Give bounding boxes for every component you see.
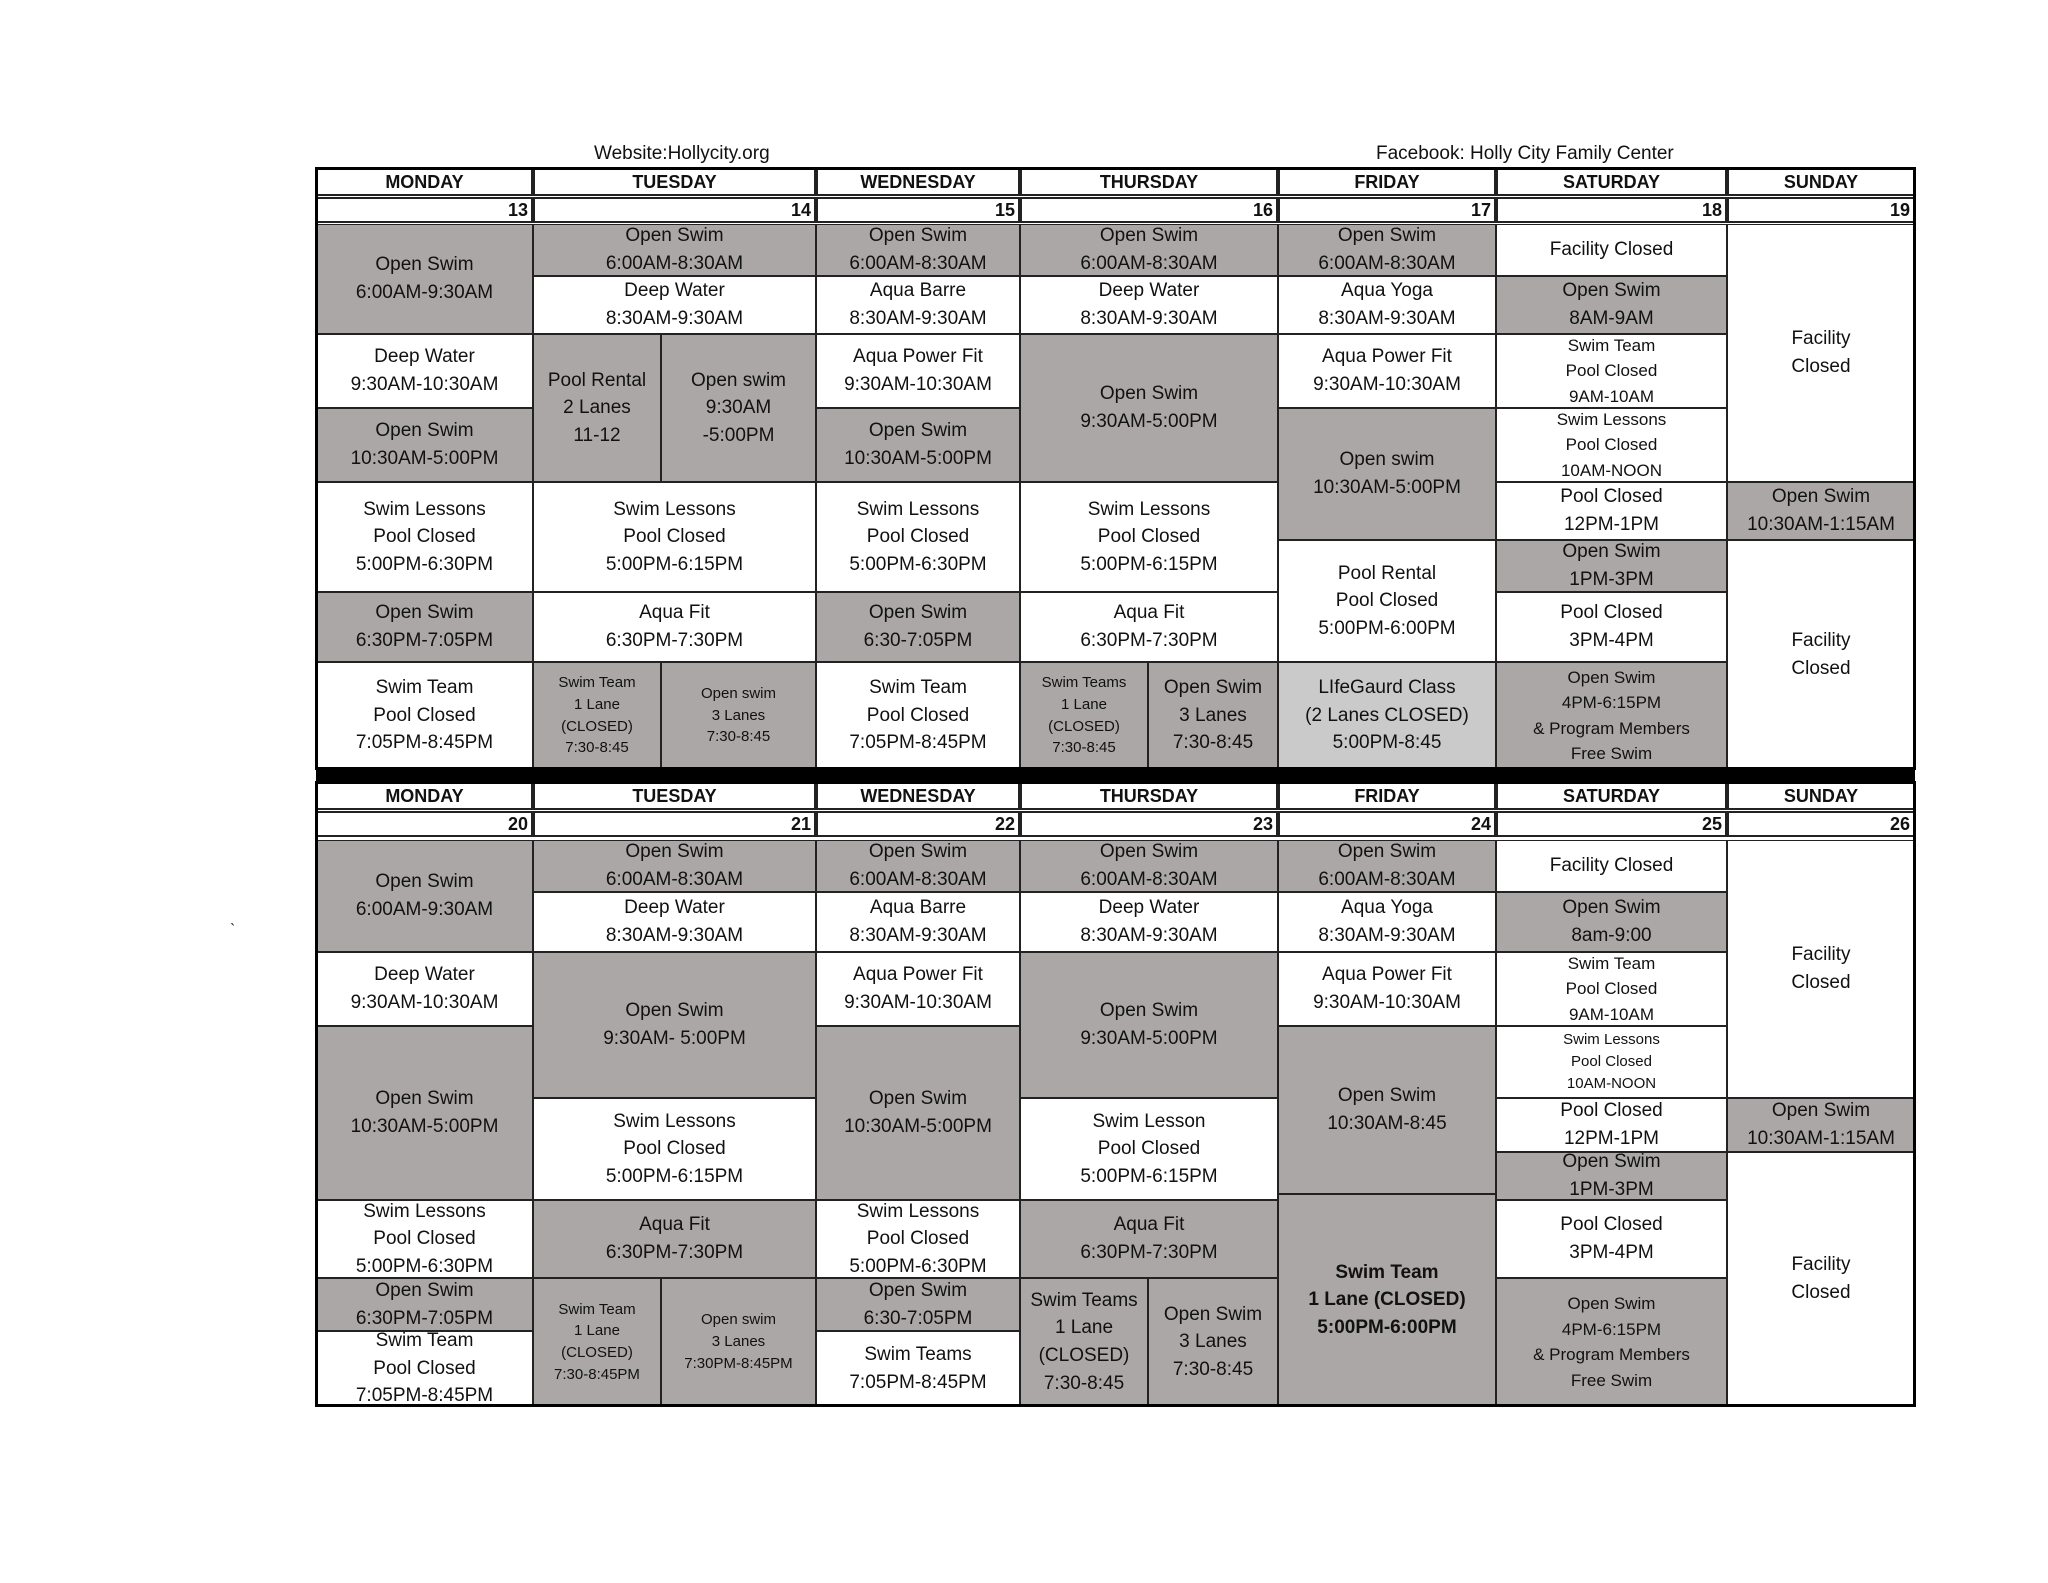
week2-event-1-text: Open Swim 6:00AM-9:30AM	[355, 871, 494, 920]
week1-event-11	[533, 482, 816, 592]
week2-event-26	[1020, 1278, 1148, 1406]
week1-event-43	[1727, 224, 1915, 482]
week2-event-23	[1020, 952, 1278, 1098]
week1-event-18-text: Open Swim 10:30AM-5:00PM	[844, 420, 992, 469]
day-header-friday	[1278, 168, 1496, 196]
week1-event-13	[533, 662, 661, 769]
day-header-saturday-text: SATURDAY	[1562, 171, 1660, 192]
day-header-friday	[1278, 782, 1496, 810]
date-14-text: 14	[790, 199, 811, 220]
week2-event-43-text: Facility Closed	[1791, 1254, 1851, 1303]
week1-event-2-text: Deep Water 9:30AM-10:30AM	[350, 346, 499, 395]
week2-event-7	[533, 840, 816, 892]
date-16-text: 16	[1252, 199, 1273, 220]
day-header-monday-text: MONDAY	[385, 785, 464, 806]
week2-event-21	[1020, 840, 1278, 892]
week2-event-3-text: Open Swim 10:30AM-5:00PM	[350, 1088, 499, 1137]
date-23	[1020, 811, 1278, 837]
week2-event-6-text: Swim Team Pool Closed 7:05PM-8:45PM	[355, 1331, 494, 1406]
week1-event-27	[1020, 662, 1148, 769]
week1-event-26-text: Aqua Fit 6:30PM-7:30PM	[1080, 602, 1218, 651]
day-header-sunday-text: SUNDAY	[1783, 785, 1859, 806]
week2-event-5	[316, 1278, 533, 1331]
date-21-text: 21	[790, 813, 811, 834]
week2-event-42	[1727, 1098, 1915, 1152]
week2-event-39	[1496, 1200, 1727, 1278]
week1-event-19	[816, 482, 1020, 592]
week1-event-26	[1020, 592, 1278, 662]
day-header-tuesday	[533, 782, 816, 810]
week1-event-4-text: Swim Lessons Pool Closed 5:00PM-6:30PM	[355, 498, 494, 575]
week1-event-34-text: LIfeGaurd Class (2 Lanes CLOSED) 5:00PM-8:45	[1305, 677, 1469, 754]
week1-event-13-text: Swim Team 1 Lane (CLOSED) 7:30-8:45	[558, 674, 636, 757]
week1-event-31	[1278, 334, 1496, 408]
week2-event-23-text: Open Swim 9:30AM-5:00PM	[1080, 1000, 1218, 1049]
week1-event-14	[661, 662, 816, 769]
week2-event-4	[316, 1200, 533, 1278]
week2-event-19-text: Open Swim 6:30-7:05PM	[863, 1279, 973, 1329]
week1-event-17	[816, 334, 1020, 408]
week1-event-45	[1727, 540, 1915, 769]
week1-event-25-text: Swim Lessons Pool Closed 5:00PM-6:15PM	[1080, 498, 1218, 575]
week1-event-8	[533, 276, 816, 334]
week1-event-1-text: Open Swim 6:00AM-9:30AM	[355, 254, 494, 303]
day-header-wednesday-text: WEDNESDAY	[860, 785, 976, 806]
day-header-tuesday	[533, 168, 816, 196]
week1-event-6-text: Swim Team Pool Closed 7:05PM-8:45PM	[355, 677, 494, 754]
week2-event-2	[316, 952, 533, 1026]
week1-event-3-text: Open Swim 10:30AM-5:00PM	[350, 420, 499, 469]
date-17-text: 17	[1470, 199, 1491, 220]
week2-event-4-text: Swim Lessons Pool Closed 5:00PM-6:30PM	[355, 1200, 494, 1277]
week2-event-17-text: Open Swim 10:30AM-5:00PM	[844, 1088, 992, 1137]
date-22-text: 22	[994, 813, 1015, 834]
week2-event-43	[1727, 1152, 1915, 1406]
day-header-wednesday	[816, 782, 1020, 810]
week1-event-9	[533, 334, 661, 482]
week1-event-28	[1148, 662, 1278, 769]
week2-event-15	[816, 892, 1020, 952]
week1-event-38	[1496, 408, 1727, 482]
week1-event-33	[1278, 540, 1496, 662]
week1-event-40-text: Open Swim 1PM-3PM	[1562, 541, 1661, 590]
day-header-monday	[316, 168, 533, 196]
day-header-thursday	[1020, 782, 1278, 810]
week1-event-39-text: Pool Closed 12PM-1PM	[1560, 486, 1663, 535]
week2-event-9	[533, 952, 816, 1098]
day-header-sunday	[1727, 168, 1915, 196]
week1-event-5-text: Open Swim 6:30PM-7:05PM	[355, 602, 494, 651]
week1-event-30-text: Aqua Yoga 8:30AM-9:30AM	[1318, 280, 1456, 329]
week2-event-33-text: Facility Closed	[1549, 855, 1674, 877]
week1-event-11-text: Swim Lessons Pool Closed 5:00PM-6:15PM	[605, 498, 744, 575]
date-19-text: 19	[1889, 199, 1910, 220]
week2-event-34	[1496, 892, 1727, 952]
week1-event-8-text: Deep Water 8:30AM-9:30AM	[605, 280, 744, 329]
stray-mark: `	[230, 922, 236, 939]
week1-event-35-text: Facility Closed	[1549, 239, 1674, 261]
week2-event-12	[533, 1278, 661, 1406]
week1-event-14-text: Open swim 3 Lanes 7:30-8:45	[700, 684, 777, 746]
week1-event-21-text: Swim Team Pool Closed 7:05PM-8:45PM	[849, 677, 987, 754]
week1-event-25	[1020, 482, 1278, 592]
week1-event-24	[1020, 334, 1278, 482]
date-24	[1278, 811, 1496, 837]
day-header-friday-text: FRIDAY	[1354, 171, 1420, 192]
week2-event-21-text: Open Swim 6:00AM-8:30AM	[1080, 841, 1218, 890]
date-20	[316, 811, 533, 837]
week1-event-23	[1020, 276, 1278, 334]
week1-event-24-text: Open Swim 9:30AM-5:00PM	[1080, 383, 1218, 432]
date-26-text: 26	[1889, 813, 1910, 834]
week2-event-31-text: Open Swim 10:30AM-8:45	[1327, 1085, 1447, 1134]
week1-event-33-text: Pool Rental Pool Closed 5:00PM-6:00PM	[1318, 562, 1456, 639]
week2-event-22	[1020, 892, 1278, 952]
day-header-monday-text: MONDAY	[385, 171, 464, 192]
date-14	[533, 197, 816, 223]
week1-event-19-text: Swim Lessons Pool Closed 5:00PM-6:30PM	[849, 498, 987, 575]
week2-event-32-text: Swim Team 1 Lane (CLOSED) 5:00PM-6:00PM	[1308, 1261, 1466, 1338]
week2-event-8-text: Deep Water 8:30AM-9:30AM	[605, 897, 744, 946]
week1-event-36	[1496, 276, 1727, 334]
week-separator	[316, 769, 1915, 782]
week1-event-5	[316, 592, 533, 662]
day-header-saturday	[1496, 168, 1727, 196]
week2-event-1	[316, 840, 533, 952]
week1-event-23-text: Deep Water 8:30AM-9:30AM	[1080, 280, 1218, 329]
week1-event-7	[533, 224, 816, 276]
week1-event-10	[661, 334, 816, 482]
week1-event-35	[1496, 224, 1727, 276]
week2-event-11	[533, 1200, 816, 1278]
week2-event-6	[316, 1331, 533, 1406]
week2-event-31	[1278, 1026, 1496, 1194]
day-header-monday	[316, 782, 533, 810]
week1-event-4	[316, 482, 533, 592]
week2-event-10-text: Swim Lessons Pool Closed 5:00PM-6:15PM	[605, 1110, 744, 1187]
week2-event-35	[1496, 952, 1727, 1026]
week2-event-25-text: Aqua Fit 6:30PM-7:30PM	[1080, 1214, 1218, 1263]
week1-event-44-text: Open Swim 10:30AM-1:15AM	[1747, 486, 1895, 535]
day-header-thursday-text: THURSDAY	[1099, 171, 1199, 192]
week2-event-37	[1496, 1098, 1727, 1152]
week2-event-27	[1148, 1278, 1278, 1406]
week1-event-9-text: Pool Rental 2 Lanes 11-12	[547, 369, 647, 446]
date-22	[816, 811, 1020, 837]
facebook-text: Facebook: Holly City Family Center	[1376, 143, 1674, 164]
date-15-text: 15	[994, 199, 1015, 220]
week2-event-25	[1020, 1200, 1278, 1278]
week2-event-29-text: Aqua Yoga 8:30AM-9:30AM	[1318, 897, 1456, 946]
week2-event-14-text: Open Swim 6:00AM-8:30AM	[849, 841, 987, 890]
week1-event-28-text: Open Swim 3 Lanes 7:30-8:45	[1163, 677, 1263, 754]
day-header-wednesday	[816, 168, 1020, 196]
week2-event-9-text: Open Swim 9:30AM- 5:00PM	[603, 1000, 746, 1049]
date-13	[316, 197, 533, 223]
week2-event-10	[533, 1098, 816, 1200]
day-header-tuesday-text: TUESDAY	[632, 785, 717, 806]
week2-event-13	[661, 1278, 816, 1406]
week2-event-14	[816, 840, 1020, 892]
week1-event-18	[816, 408, 1020, 482]
week1-event-29-text: Open Swim 6:00AM-8:30AM	[1318, 225, 1456, 274]
week2-event-18	[816, 1200, 1020, 1278]
week2-event-32	[1278, 1194, 1496, 1406]
date-13-text: 13	[507, 199, 528, 220]
week2-event-39-text: Pool Closed 3PM-4PM	[1560, 1214, 1663, 1263]
week2-event-38-text: Open Swim 1PM-3PM	[1562, 1152, 1661, 1200]
date-19	[1727, 197, 1915, 223]
week2-event-8	[533, 892, 816, 952]
day-header-sunday	[1727, 782, 1915, 810]
week2-event-22-text: Deep Water 8:30AM-9:30AM	[1080, 897, 1218, 946]
week1-event-16	[816, 276, 1020, 334]
week1-event-10-text: Open swim 9:30AM -5:00PM	[690, 369, 787, 446]
week2-event-30-text: Aqua Power Fit 9:30AM-10:30AM	[1313, 964, 1461, 1013]
week2-event-2-text: Deep Water 9:30AM-10:30AM	[350, 964, 499, 1013]
week2-event-16-text: Aqua Power Fit 9:30AM-10:30AM	[844, 964, 992, 1013]
week1-event-15-text: Open Swim 6:00AM-8:30AM	[849, 225, 987, 274]
week2-event-38	[1496, 1152, 1727, 1200]
week1-event-37	[1496, 334, 1727, 408]
week1-event-16-text: Aqua Barre 8:30AM-9:30AM	[849, 280, 987, 329]
date-26	[1727, 811, 1915, 837]
day-header-thursday-text: THURSDAY	[1099, 785, 1199, 806]
week1-event-42-text: Open Swim 4PM-6:15PM & Program Members Free Swim	[1533, 667, 1690, 763]
week2-event-15-text: Aqua Barre 8:30AM-9:30AM	[849, 897, 987, 946]
date-23-text: 23	[1252, 813, 1273, 834]
date-20-text: 20	[507, 813, 528, 834]
date-15	[816, 197, 1020, 223]
week2-event-19	[816, 1278, 1020, 1331]
week2-event-35-text: Swim Team Pool Closed 9AM-10AM	[1565, 953, 1658, 1024]
day-header-saturday	[1496, 782, 1727, 810]
week2-event-20-text: Swim Teams 7:05PM-8:45PM	[849, 1343, 987, 1393]
week1-event-40	[1496, 540, 1727, 592]
day-header-thursday	[1020, 168, 1278, 196]
date-18-text: 18	[1701, 199, 1722, 220]
day-header-saturday-text: SATURDAY	[1562, 785, 1660, 806]
week1-event-34	[1278, 662, 1496, 769]
week1-event-42	[1496, 662, 1727, 769]
week1-event-7-text: Open Swim 6:00AM-8:30AM	[605, 225, 744, 274]
week2-event-33	[1496, 840, 1727, 892]
week1-event-32-text: Open swim 10:30AM-5:00PM	[1313, 449, 1461, 498]
week2-event-28	[1278, 840, 1496, 892]
week1-event-41	[1496, 592, 1727, 662]
week2-event-30	[1278, 952, 1496, 1026]
date-25	[1496, 811, 1727, 837]
week2-event-26-text: Swim Teams 1 Lane (CLOSED) 7:30-8:45	[1030, 1289, 1138, 1394]
week2-event-20	[816, 1331, 1020, 1406]
week1-event-17-text: Aqua Power Fit 9:30AM-10:30AM	[844, 346, 992, 395]
week1-event-31-text: Aqua Power Fit 9:30AM-10:30AM	[1313, 346, 1461, 395]
week1-event-37-text: Swim Team Pool Closed 9AM-10AM	[1565, 335, 1658, 406]
day-header-friday-text: FRIDAY	[1354, 785, 1420, 806]
week1-event-1	[316, 224, 533, 334]
week2-event-11-text: Aqua Fit 6:30PM-7:30PM	[605, 1214, 744, 1263]
date-25-text: 25	[1701, 813, 1722, 834]
week1-event-2	[316, 334, 533, 408]
week2-event-12-text: Swim Team 1 Lane (CLOSED) 7:30-8:45PM	[554, 1300, 640, 1383]
week1-event-38-text: Swim Lessons Pool Closed 10AM-NOON	[1556, 409, 1667, 480]
week1-event-15	[816, 224, 1020, 276]
week2-event-36-text: Swim Lessons Pool Closed 10AM-NOON	[1563, 1031, 1660, 1092]
week2-event-13-text: Open swim 3 Lanes 7:30PM-8:45PM	[684, 1311, 793, 1372]
week2-event-36	[1496, 1026, 1727, 1098]
date-17	[1278, 197, 1496, 223]
week1-event-12	[533, 592, 816, 662]
date-16	[1020, 197, 1278, 223]
week1-event-45-text: Facility Closed	[1791, 629, 1851, 679]
week1-event-41-text: Pool Closed 3PM-4PM	[1560, 602, 1663, 651]
week2-event-40-text: Open Swim 4PM-6:15PM & Program Members Free Swim	[1533, 1294, 1690, 1390]
week2-event-37-text: Pool Closed 12PM-1PM	[1560, 1100, 1663, 1149]
week2-event-17	[816, 1026, 1020, 1200]
day-header-tuesday-text: TUESDAY	[632, 171, 717, 192]
week2-event-29	[1278, 892, 1496, 952]
week1-event-20	[816, 592, 1020, 662]
week1-event-43-text: Facility Closed	[1791, 328, 1851, 377]
week2-event-40	[1496, 1278, 1727, 1406]
week1-event-44	[1727, 482, 1915, 540]
week2-event-42-text: Open Swim 10:30AM-1:15AM	[1747, 1100, 1895, 1149]
week2-event-24-text: Swim Lesson Pool Closed 5:00PM-6:15PM	[1080, 1110, 1218, 1187]
week1-event-27-text: Swim Teams 1 Lane (CLOSED) 7:30-8:45	[1041, 674, 1127, 757]
week1-event-32	[1278, 408, 1496, 540]
day-header-sunday-text: SUNDAY	[1783, 171, 1859, 192]
website-text: Website:Hollycity.org	[594, 143, 770, 164]
week1-event-36-text: Open Swim 8AM-9AM	[1562, 280, 1661, 329]
date-21	[533, 811, 816, 837]
week2-event-34-text: Open Swim 8am-9:00	[1562, 897, 1661, 946]
week1-event-21	[816, 662, 1020, 769]
date-24-text: 24	[1470, 813, 1491, 834]
week2-event-24	[1020, 1098, 1278, 1200]
week2-event-27-text: Open Swim 3 Lanes 7:30-8:45	[1163, 1303, 1263, 1380]
week1-event-20-text: Open Swim 6:30-7:05PM	[863, 602, 973, 651]
week2-event-3	[316, 1026, 533, 1200]
week2-event-28-text: Open Swim 6:00AM-8:30AM	[1318, 841, 1456, 890]
day-header-wednesday-text: WEDNESDAY	[860, 171, 976, 192]
week2-event-41	[1727, 840, 1915, 1098]
week1-event-22-text: Open Swim 6:00AM-8:30AM	[1080, 225, 1218, 274]
week1-event-3	[316, 408, 533, 482]
week1-event-22	[1020, 224, 1278, 276]
week1-event-6	[316, 662, 533, 769]
week2-event-16	[816, 952, 1020, 1026]
week2-event-41-text: Facility Closed	[1791, 944, 1851, 993]
week2-event-5-text: Open Swim 6:30PM-7:05PM	[355, 1279, 494, 1329]
week2-event-18-text: Swim Lessons Pool Closed 5:00PM-6:30PM	[849, 1200, 987, 1277]
week1-event-30	[1278, 276, 1496, 334]
week1-event-29	[1278, 224, 1496, 276]
week1-event-39	[1496, 482, 1727, 540]
week2-event-7-text: Open Swim 6:00AM-8:30AM	[605, 841, 744, 890]
week1-event-12-text: Aqua Fit 6:30PM-7:30PM	[605, 602, 744, 651]
date-18	[1496, 197, 1727, 223]
